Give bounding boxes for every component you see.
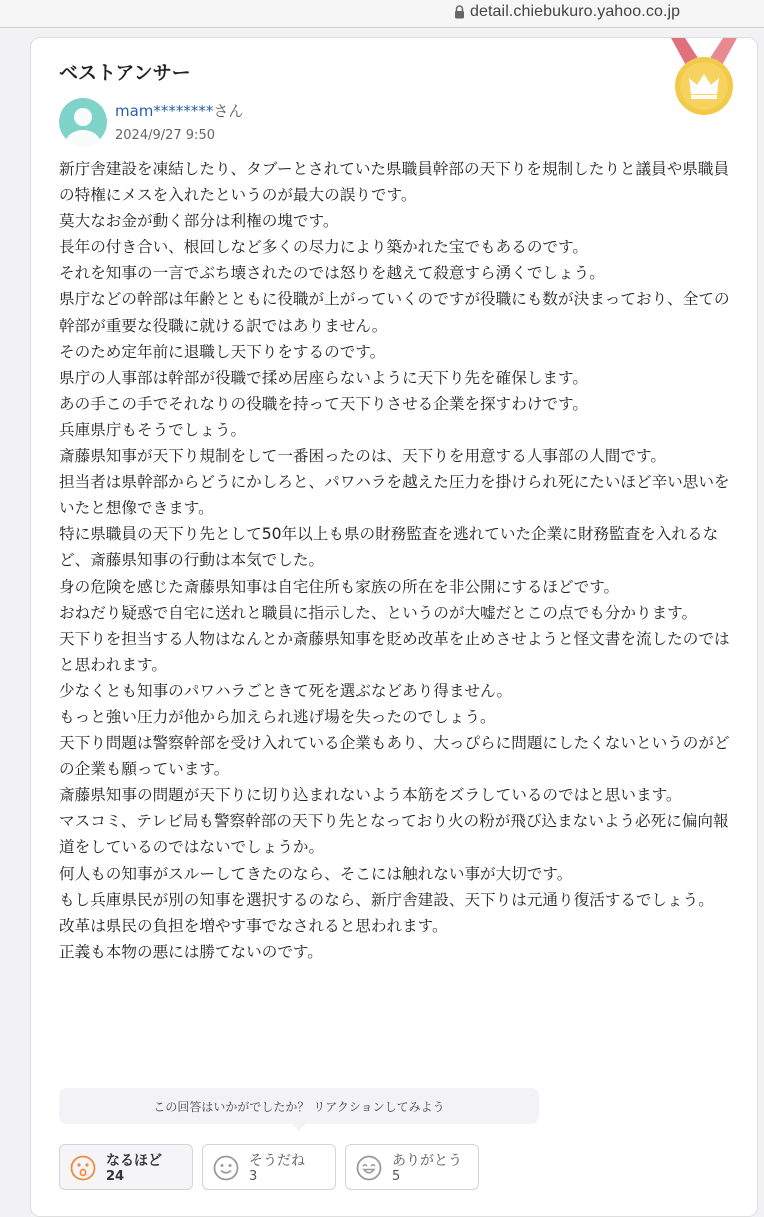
answer-paragraph: マスコミ、テレビ局も警察幹部の天下り先となっており火の粉が飛び込まないよう必死に偏向報道をしているのではないでしょうか。: [59, 812, 729, 857]
answer-paragraph: そのため定年前に退職し天下りをするのです。: [59, 342, 386, 361]
user-name[interactable]: [115, 100, 243, 121]
avatar[interactable]: [59, 98, 107, 146]
answer-paragraph: 特に県職員の天下り先として50年以上も県の財務監査を逃れていた企業に財務監査を入れるなど、斎藤県知事の行動は本気でした。: [59, 525, 719, 570]
user-silhouette-icon: [59, 98, 107, 146]
reaction-button-arigatou[interactable]: [345, 1144, 479, 1190]
answer-paragraph: 県庁などの幹部は年齢とともに役職が上がっていくのですが役職にも数が決まっており、全ての幹部が重要な役職に就ける訳ではありません。: [59, 290, 730, 335]
reaction-count: 24: [106, 1169, 125, 1184]
answer-body: [59, 156, 739, 965]
reaction-label: そうだね: [249, 1153, 305, 1169]
answer-date: 2024/9/27 9:50: [115, 128, 215, 143]
answer-paragraph: 県庁の人事部は幹部が役職で揉め居座らないように天下り先を確保します。: [59, 368, 588, 387]
browser-address-bar[interactable]: [0, 0, 764, 28]
reaction-count: 5: [392, 1169, 401, 1184]
answer-paragraph: 莫大なお金が動く部分は利権の塊です。: [59, 212, 339, 231]
medal-icon: [667, 38, 741, 120]
best-answer-heading: ベストアンサー: [59, 62, 191, 84]
answer-paragraph: 改革は県民の負担を増やす事でなされると思われます。: [59, 916, 448, 935]
surprised-face-icon: [70, 1155, 96, 1181]
reaction-button-soudane[interactable]: [202, 1144, 336, 1190]
answer-paragraph: もっと強い圧力が他から加えられ逃げ場を失ったのでしょう。: [59, 707, 496, 726]
answer-paragraph: それを知事の一言でぶち壊されたのでは怒りを越えて殺意すら湧くでしょう。: [59, 264, 605, 283]
answer-paragraph: 天下り問題は警察幹部を受け入れている企業もあり、大っぴらに問題にしたくないというのがどの企業も願っています。: [59, 734, 730, 779]
answer-paragraph: 斎藤県知事の問題が天下りに切り込まれないよう本筋をズラしているのではと思います。: [59, 786, 682, 805]
smile-face-icon: [213, 1155, 239, 1181]
answer-paragraph: 新庁舎建設を凍結したり、タブーとされていた県職員幹部の天下りを規制したりと議員や県職員の特権にメスを入れたというのが最大の誤りです。: [59, 160, 730, 205]
answer-paragraph: 担当者は県幹部からどうにかしろと、パワハラを越えた圧力を掛けられ死にたいほど辛い思いをいたと想像できます。: [59, 473, 730, 518]
answer-paragraph: 斎藤県知事が天下り規制をして一番困ったのは、天下りを用意する人事部の人間です。: [59, 447, 666, 466]
answer-paragraph: 少なくとも知事のパワハラごときて死を選ぶなどあり得ません。: [59, 681, 513, 700]
answer-paragraph: もし兵庫県民が別の知事を選択するのなら、新庁舎建設、天下りは元通り復活するでしょう。: [59, 890, 714, 909]
answer-paragraph: 身の危険を感じた斎藤県知事は自宅住所も家族の所在を非公開にするほどです。: [59, 577, 620, 596]
answer-paragraph: おねだり疑惑で自宅に送れと職員に指示した、というのが大嘘だとこの点でも分かります。: [59, 603, 698, 622]
answer-paragraph: 何人もの知事がスルーしてきたのなら、そこには触れない事が大切です。: [59, 864, 573, 883]
reaction-prompt: この回答はいかがでしたか？ リアクションしてみよう: [59, 1088, 539, 1124]
answer-paragraph: あの手この手でそれなりの役職を持って天下りさせる企業を探すわけです。: [59, 394, 588, 413]
grin-face-icon: [356, 1155, 382, 1181]
answer-paragraph: 正義も本物の悪には勝てないのです。: [59, 942, 323, 961]
reaction-count: 3: [249, 1169, 258, 1184]
reaction-button-naruhodo[interactable]: [59, 1144, 193, 1190]
lock-icon: [454, 5, 465, 19]
user-name-text: mam********: [115, 102, 214, 120]
answer-paragraph: 兵庫県庁もそうでしょう。: [59, 420, 247, 439]
reaction-label: なるほど: [106, 1153, 162, 1169]
answer-paragraph: 天下りを担当する人物はなんとか斎藤県知事を貶め改革を止めさせようと怪文書を流したのではと思われます。: [59, 629, 730, 674]
url-text: detail.chiebukuro.yahoo.co.jp: [470, 3, 681, 20]
best-answer-card: [30, 37, 758, 1217]
user-name-suffix: さん: [213, 102, 244, 120]
answer-paragraph: 長年の付き合い、根回しなど多くの尽力により築かれた宝でもあるのです。: [59, 238, 588, 257]
reaction-label: ありがとう: [392, 1153, 462, 1169]
